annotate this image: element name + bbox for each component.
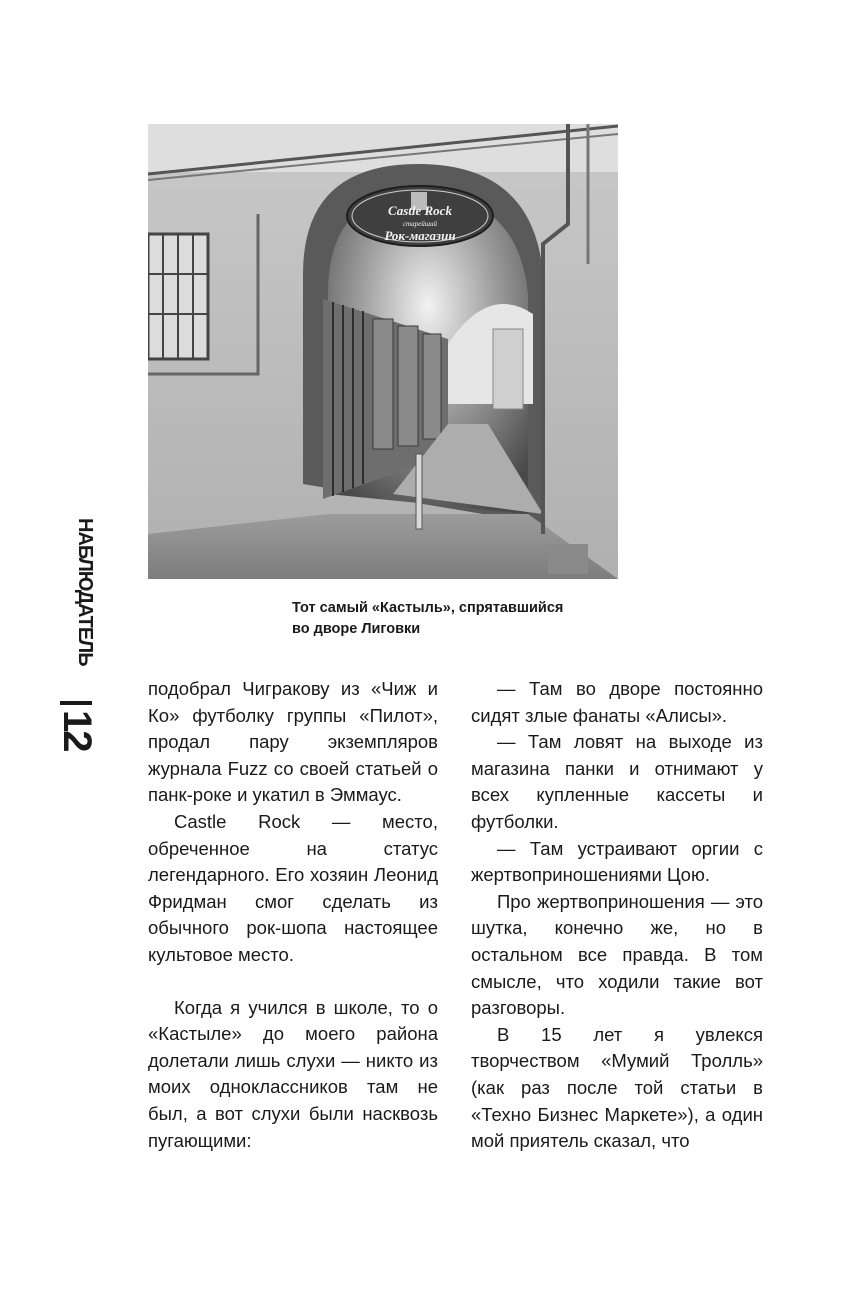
page-number: 12 [55,710,99,751]
sign-title: Castle Rock [388,203,452,218]
paragraph: Когда я учился в школе, то о «Кастыле» до моего района долетали лишь слухи — никто из моих одноклассников там не был, а вот слухи были насквозь пугающими: [148,996,438,1151]
caption-line-1: Тот самый «Кастыль», спрятавшийся [292,600,564,616]
sign-shop-name: Рок-магазин [384,228,456,243]
paragraph: Castle Rock — место, обреченное на статус легендарного. Его хозяин Леонид Фридман смог сделать из обычного рок-шопа настоящее культовое место. [148,810,438,965]
paragraph: — Там во дворе постоянно сидят злые фанаты «Алисы». [471,678,763,726]
running-header [55,518,106,768]
photo-caption [292,598,622,640]
header-divider [60,701,92,705]
archway-photo [148,124,618,579]
sign-subtitle: старейший [402,220,438,228]
paragraph: — Там устраивают оргии с жертвоприношениями Цою. [471,837,763,886]
paragraph: — Там ловят на выходе из магазина панки и отнимают у всех купленные кассеты и футболки. [471,731,763,832]
text-column-left [148,676,438,1154]
paragraph: Про жертвоприношения — это шутка, конечно же, но в остальном все правда. В том смысле, что ходили такие вот разговоры. [471,890,763,1019]
paragraph: подобрал Чигракову из «Чиж и Ко» футболку группы «Пилот», продал пару экземпляров журнала Fuzz со своей статьей о панк-роке и укатил в Эммаус. [148,678,438,806]
text-column-right [471,676,763,1155]
caption-line-2: во дворе Лиговки [292,621,421,637]
paragraph: В 15 лет я увлекся творчеством «Мумий Тролль» (как раз после той статьи в «Техно Бизнес Маркете»), а один мой приятель сказал, что [471,1023,763,1152]
section-title: НАБЛЮДАТЕЛЬ [74,518,96,666]
